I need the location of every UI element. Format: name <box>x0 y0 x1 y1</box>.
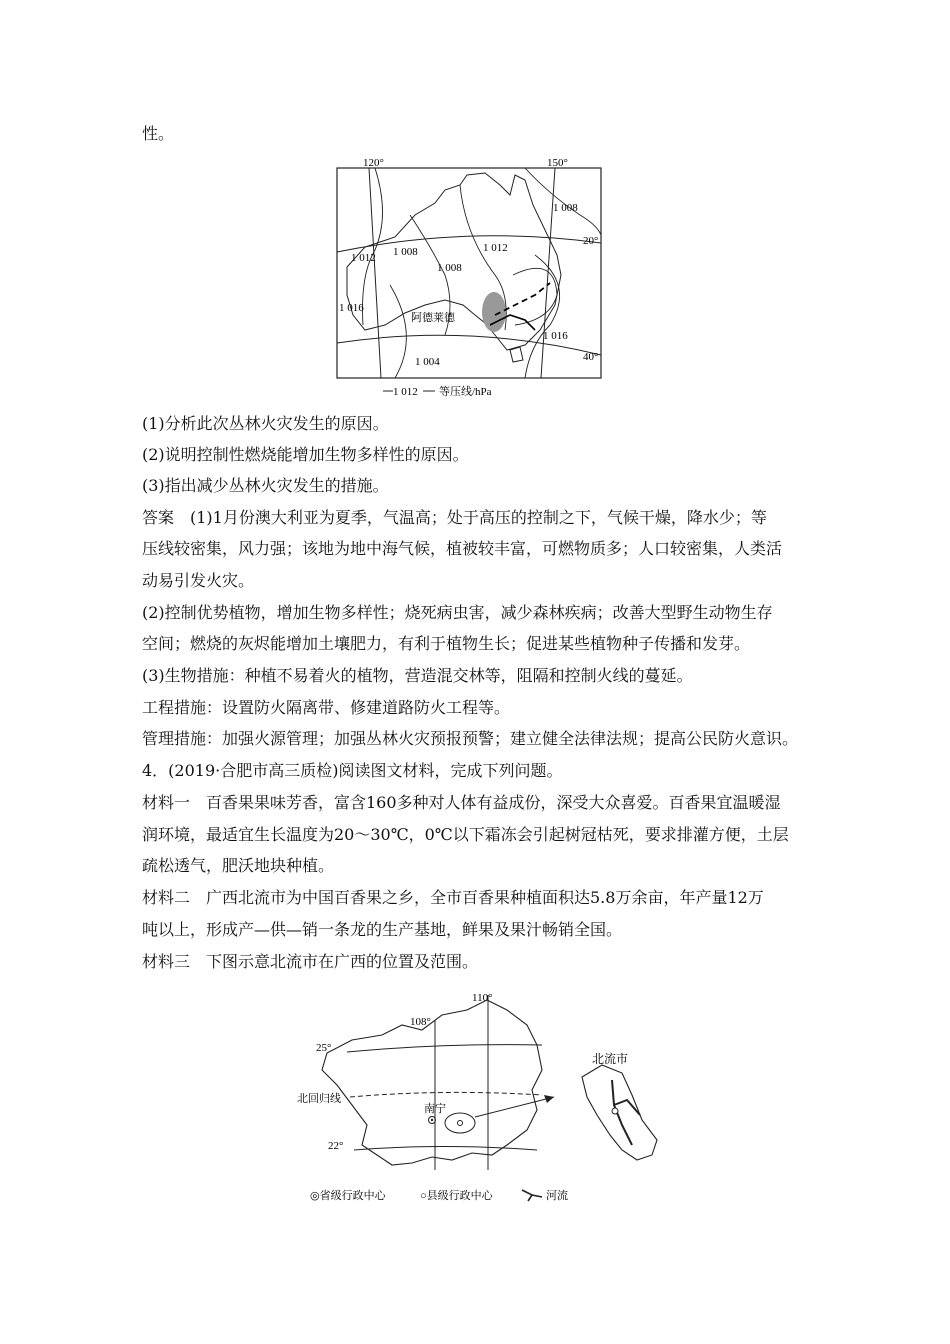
inset-title: 北流市 <box>592 1052 629 1066</box>
material-line: 材料三 下图示意北流市在广西的位置及范围。 <box>142 952 479 971</box>
answer-line: 空间；燃烧的灰烬能增加土壤肥力，有利于植物生长；促进某些植物种子传播和发芽。 <box>142 634 751 653</box>
question-2: (2)说明控制性燃烧能增加生物多样性的原因。 <box>142 445 469 464</box>
answer-line: 压线较密集，风力强；该地为地中海气候，植被较丰富，可燃物质多；人口较密集，人类活 <box>142 539 783 558</box>
isobar-label: 1 008 <box>393 246 418 258</box>
isobar-label: 1 004 <box>415 356 440 368</box>
legend-item: ○县级行政中心 <box>420 1190 493 1202</box>
legend-label: 等压线/hPa <box>439 386 492 398</box>
material-line: 润环境，最适宜生长温度为20～30℃，0℃以下霜冻会引起树冠枯死，要求排灌方便，土层 <box>142 825 789 844</box>
place-label: 阿德莱德 <box>411 312 455 324</box>
australia-isobar-map <box>335 155 605 400</box>
guangxi-map <box>292 985 692 1210</box>
continued-text: 性。 <box>142 124 175 143</box>
material-line: 疏松透气，肥沃地块种植。 <box>142 856 335 875</box>
material-line: 材料二 广西北流市为中国百香果之乡，全市百香果种植面积达5.8万余亩，年产量12万 <box>142 888 764 907</box>
city-label: 南宁 <box>424 1103 446 1115</box>
legend-sample: 1 012 <box>393 386 418 398</box>
lon-label: 108° <box>410 1016 431 1028</box>
answer-line: 动易引发火灾。 <box>142 571 255 590</box>
legend-item: 河流 <box>546 1190 568 1202</box>
answer-line: (3)生物措施：种植不易着火的植物，营造混交林等，阻隔和控制火线的蔓延。 <box>142 666 693 685</box>
lat-label: 40° <box>583 351 599 363</box>
isobar-label: 1 008 <box>553 202 578 214</box>
lon-label: 110° <box>472 992 493 1004</box>
isobar-label: 1 016 <box>339 302 364 314</box>
lat-label: 22° <box>328 1140 344 1152</box>
lat-label: 25° <box>316 1042 332 1054</box>
lon-label: 120° <box>363 157 384 169</box>
answer-line: 管理措施：加强火源管理；加强丛林火灾预报预警；建立健全法律法规；提高公民防火意识。 <box>142 729 799 748</box>
q4-title: 4．(2019·合肥市高三质检)阅读图文材料，完成下列问题。 <box>142 761 563 780</box>
isobar-label: 1 008 <box>437 262 462 274</box>
isobar-label: 1 016 <box>543 330 568 342</box>
isobar-label: 1 012 <box>483 242 508 254</box>
lon-label: 150° <box>547 157 568 169</box>
material-line: 材料一 百香果果味芳香，富含160多种对人体有益成份，深受大众喜爱。百香果宜温暖湿 <box>142 793 781 812</box>
legend-item: ◎省级行政中心 <box>310 1190 386 1202</box>
lat-label: 20° <box>583 235 599 247</box>
isobar-label: 1 012 <box>351 252 376 264</box>
answer-line: 工程措施：设置防火隔离带、修建道路防火工程等。 <box>142 698 511 717</box>
answer-line: (2)控制优势植物，增加生物多样性；烧死病虫害，减少森林疾病；改善大型野生动物生存 <box>142 603 773 622</box>
question-1: (1)分析此次丛林火灾发生的原因。 <box>142 414 389 433</box>
material-line: 吨以上，形成产—供—销一条龙的生产基地，鲜果及果汁畅销全国。 <box>142 920 623 939</box>
river-icon <box>522 1190 542 1201</box>
question-3: (3)指出减少丛林火灾发生的措施。 <box>142 476 389 495</box>
answer-line: 答案 (1)1月份澳大利亚为夏季，气温高；处于高压的控制之下，气候干燥，降水少；等 <box>142 508 767 527</box>
tropic-label: 北回归线 <box>297 1093 341 1105</box>
